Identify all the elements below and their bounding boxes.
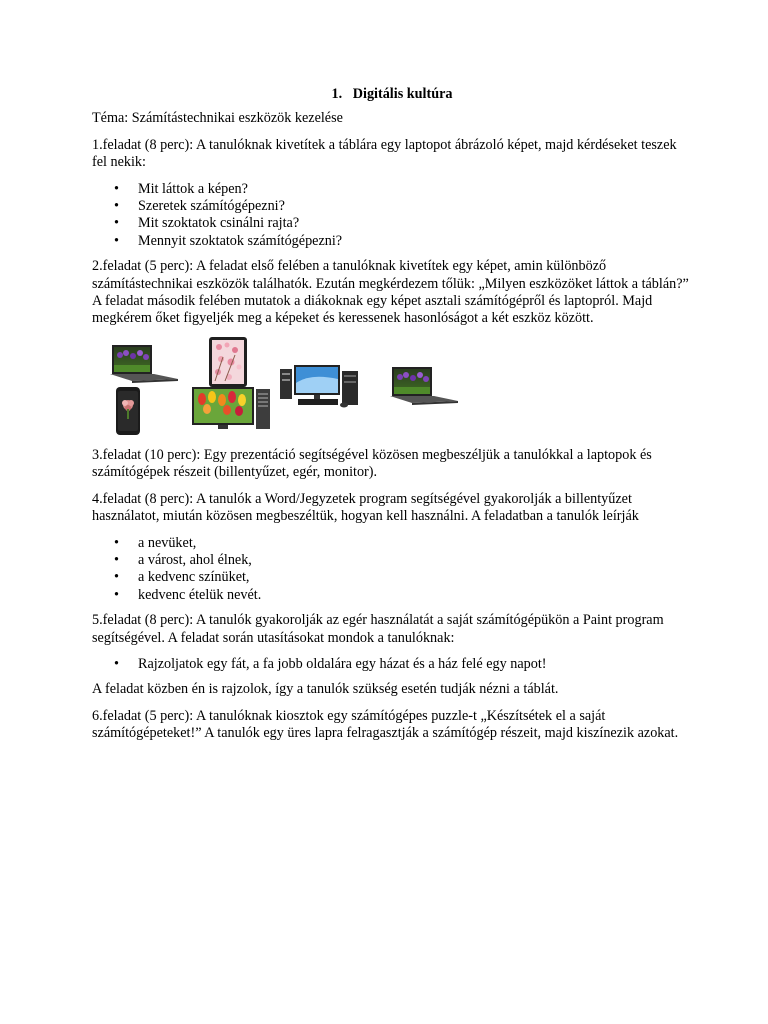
note-text: A feladat közben én is rajzolok, így a tanulók szükség esetén tudják nézni a táblát. [92,681,559,698]
list-item: • a kedvenc színüket, [114,569,250,586]
laptop-image-2 [388,365,460,407]
bullet-icon: • [114,569,119,586]
bullet-icon: • [114,198,119,215]
list-item: • a várost, ahol élnek, [114,551,252,568]
task-1-text: 1.feladat (8 perc): A tanulóknak kivetítek a táblára egy laptopot ábrázoló képet, majd kérdéseket teszek fel nekik: [92,136,677,171]
task-2-text: 2.feladat (5 perc): A feladat első felében a tanulóknak kivetítek egy képet, amin különböző számítástechnikai eszközök találhatók. Ezután megkérdezem tőlük: „Milyen eszközöket láttok a táblán?” A feladat második felében mutatok a diákoknak egy képet asztali számítógépről és laptopról. Majd megkérem őket figyeljék meg a képeket és keressenek hasonlóságot a két eszköz között. [92,258,689,327]
task-4-text: 4.feladat (8 perc): A tanulók a Word/Jegyzetek program segítségével gyakorolják a billentyűzet használatot, miután közösen megbeszéltük, hogyan kell használni. A feladatban a tanulók leírják [92,490,639,525]
desktop-computer-image [192,385,272,431]
bullet-icon: • [114,551,119,568]
document-content [92,86,692,752]
task-4-list [92,535,692,605]
task-1-list [92,181,692,251]
bullet-icon: • [114,534,119,551]
list-item: • Szeretek számítógépezni? [114,198,285,215]
smartphone-image [116,387,140,435]
list-item: • Mit szoktatok csinálni rajta? [114,215,300,232]
bullet-icon: • [114,180,119,197]
list-item: • Mit láttok a képen? [114,180,248,197]
tablet-image [209,337,247,387]
document-heading [92,86,692,103]
bullet-icon: • [114,232,119,249]
task-5-list [92,656,692,673]
heading-number: 1. [331,86,343,102]
list-item: • a nevüket, [114,534,197,551]
task-6-text: 6.feladat (5 perc): A tanulóknak kiosztok egy számítógépes puzzle-t „Készítsétek el a saját számítógépeteket!” A tanulók egy üres lapra felragasztják a számítógép részeit, majd kiszínezik azokat. [92,707,679,742]
bullet-icon: • [114,586,119,603]
task-3-text: 3.feladat (10 perc): Egy prezentáció segítségével közösen megbeszéljük a tanulókkal a laptopok és számítógépek részeit (billentyűzet, egér, monitor). [92,446,652,481]
list-item: • Rajzoljatok egy fát, a fa jobb oldalára egy házat és a ház felé egy napot! [114,655,547,672]
laptop-image [106,343,178,385]
bullet-icon: • [114,215,119,232]
list-item: • kedvenc ételük nevét. [114,586,262,603]
list-item: • Mennyit szoktatok számítógépezni? [114,232,343,249]
desktop-set-image [280,359,360,411]
bullet-icon: • [114,655,119,672]
task-5-text: 5.feladat (8 perc): A tanulók gyakorolják az egér használatát a saját számítógépükön a Paint program segítségével. A feladat során utasításokat mondok a tanulóknak: [92,612,664,646]
heading-title: Digitális kultúra [352,86,453,102]
devices-image-strip [92,337,692,437]
theme-line: Téma: Számítástechnikai eszközök kezelése [92,110,343,127]
